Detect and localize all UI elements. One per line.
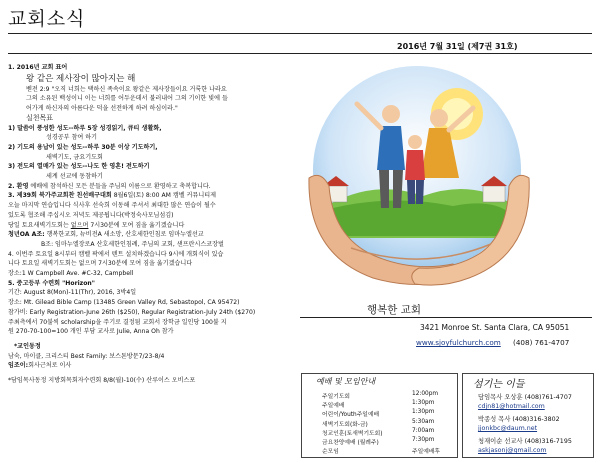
service-item: 새벽기도회(화-금) 5:30am [322,419,435,428]
service-item: 금요찬양예배 (월례주) 7:30pm [322,437,435,446]
church-divider [300,317,592,318]
service-item: 주일기도회 12:00pm [322,391,439,400]
volleyball-label: 3. 제39회 북가주교회찬 친선배구대회 [8,192,112,200]
church-phone: (408) 761-4707 [513,338,570,347]
services-title: 예배 및 모임안내 [316,377,376,386]
volleyball-line [8,191,296,201]
pastor-line: *담임목사동정 지방회목회자수련회 8/8(월)-10(수) 산루이스 오비스포 [8,377,196,385]
church-name: 행복한 교회 [367,304,422,316]
welcome-line [8,182,296,192]
service-item: 청교인훈(토새벽기도회) 7:00am [322,428,435,437]
note-line: 있도록 협조해 주십시오 저녁도 제공됩니다(박정숙사모님섬김) [8,211,174,219]
title-divider [8,33,592,34]
service-item: 순모임 주일예배후 [322,449,440,455]
welcome-label: 2. 환영 [8,182,29,190]
website-link[interactable]: www.sjoyfulchurch.com [416,338,501,347]
date-divider [8,53,592,54]
announcements [8,63,296,386]
note-line: 오늘 마지막 연습입니다 식사후 선숙희 이동해 주셔서 최대한 많은 연습이 될수 [8,202,216,210]
issue-date: 2016년 7월 31일 (제7권 31호) [397,42,518,51]
notice-line: 니다 토요일 새벽기도회는 없으며 7시30분에 모여 짐을 옮기겠습니다 [8,260,193,268]
emphasis: 없으며 [70,221,89,229]
verse-line: 그의 소유된 백성이니 이는 너희를 어두운데서 불러내어 그의 기이한 빛에 들 [26,95,228,103]
page-title: 교회소식 [8,8,86,30]
group-line: 청년OA A조: 행복한교회, 뉴비전A 새소망, 산호세한인침로 임마누엘선교 [8,231,204,239]
family-hands-illustration [303,58,535,294]
members-heading: *교인동정 [14,342,41,350]
goal-line: 3) 전도의 열매가 있는 성도--나도 한 영혼! 전도하기 [8,163,150,171]
verse-line: 벧전 2:9 "오직 너희는 택하신 족속이요 왕같은 제사장들이요 거룩한 나라요 [26,85,227,93]
verse-line: 어가게 하신자의 아름다운 덕을 선전하게 하려 하심이라." [26,105,178,113]
retreat-line: 주최측에서 70불씩 scholarship을 주기로 결정됨 교회서 장학금 일인당 100불 지 [8,318,227,326]
goal-line: 새벽기도, 금요기도회 [46,153,103,161]
group-label: 청년OA A조: [8,231,45,239]
retreat-line: 기간: August 8(Mon)-11(Thr), 2016, 3박4일 [8,289,137,297]
volleyball-text: 8월6일(토) 8:00 AM 캠벨 커뮤니티제 [111,192,216,200]
email-link[interactable]: cdjn81@hotmail.com [478,403,545,410]
service-item: 주일예배 1:30pm [322,400,435,409]
retreat-line: 참가비: Early Registration-June 26th ($250), Regular Registration-July 24th ($270) [8,308,256,316]
goals-heading: 실천목표 [26,113,54,122]
ministers-title: 섬기는 이들 [473,379,525,390]
goal-line: 1) 말씀이 풍성한 성도--하루 5장 성경읽기, 큐티 생활화, [8,124,162,132]
church-contact [416,338,569,347]
retreat-line: 원 270-70-100=100 개인 부담 교사로 Julie, Anna Oh 참가 [8,328,174,336]
service-item: 어린이/Youth주일예배 1:30pm [322,409,435,418]
welcome-text: 예배에 참석하신 모든 분들을 주님의 이름으로 환영하고 축복합니다. [28,182,211,190]
minister-line: 담임목사 오상훈 (408)761-4707 [478,394,572,401]
minister-line: 박종성 목사 (408)316-3802 [478,416,560,423]
retreat-heading: 5. 중고등부 수련회 "Horizon" [8,279,95,287]
minister-line: 청재이순 선교사 (408)316-7195 [478,438,572,445]
group-line: B조: 임마누엘장로A 산호세한인침례, 주님의 교회, 샌프란시스코장벌 [41,240,224,248]
members-line: 남숙, 마이클, 크리스티 Best Family: 보스톤방문7/23-8/4 [8,352,165,360]
services-box [301,373,458,458]
notice-line: 4. 이번주 토요일 8시부터 캠벨 팍에서 텐트 설치하겠습니다 9시에 개회식이 있습 [8,250,224,258]
motto: 왕 같은 제사장이 많아지는 해 [26,73,136,84]
church-address: 3421 Monroe St. Santa Clara, CA 95051 [420,323,570,332]
note-line: 당일 토요새벽기도회는 없으며 7시30분에 모여 짐을 옮기겠습니다 [8,221,185,229]
goal-line: 성경공부 참여 하기 [46,134,97,142]
email-link[interactable]: jjonkbc@daum.net [478,425,538,432]
goal-line: 2) 기도의 용납이 있는 성도--하루 30분 이상 기도하기, [8,143,158,151]
members-line: 임조이:회사근처로 이사 [8,362,72,370]
retreat-line: 장소: Mt. Gilead Bible Camp (13485 Green Valley Rd, Sebastopol, CA 95472) [8,299,240,307]
motto-heading: 1. 2016년 교회 표어 [8,64,68,71]
email-link[interactable]: askjasonj@gmail.com [478,447,547,454]
goal-line: 세계 선교에 동참하기 [46,173,103,181]
location-line: 장소:1 W Campbell Ave. #C-32, Campbell [8,270,134,278]
ministers-box [462,373,594,458]
